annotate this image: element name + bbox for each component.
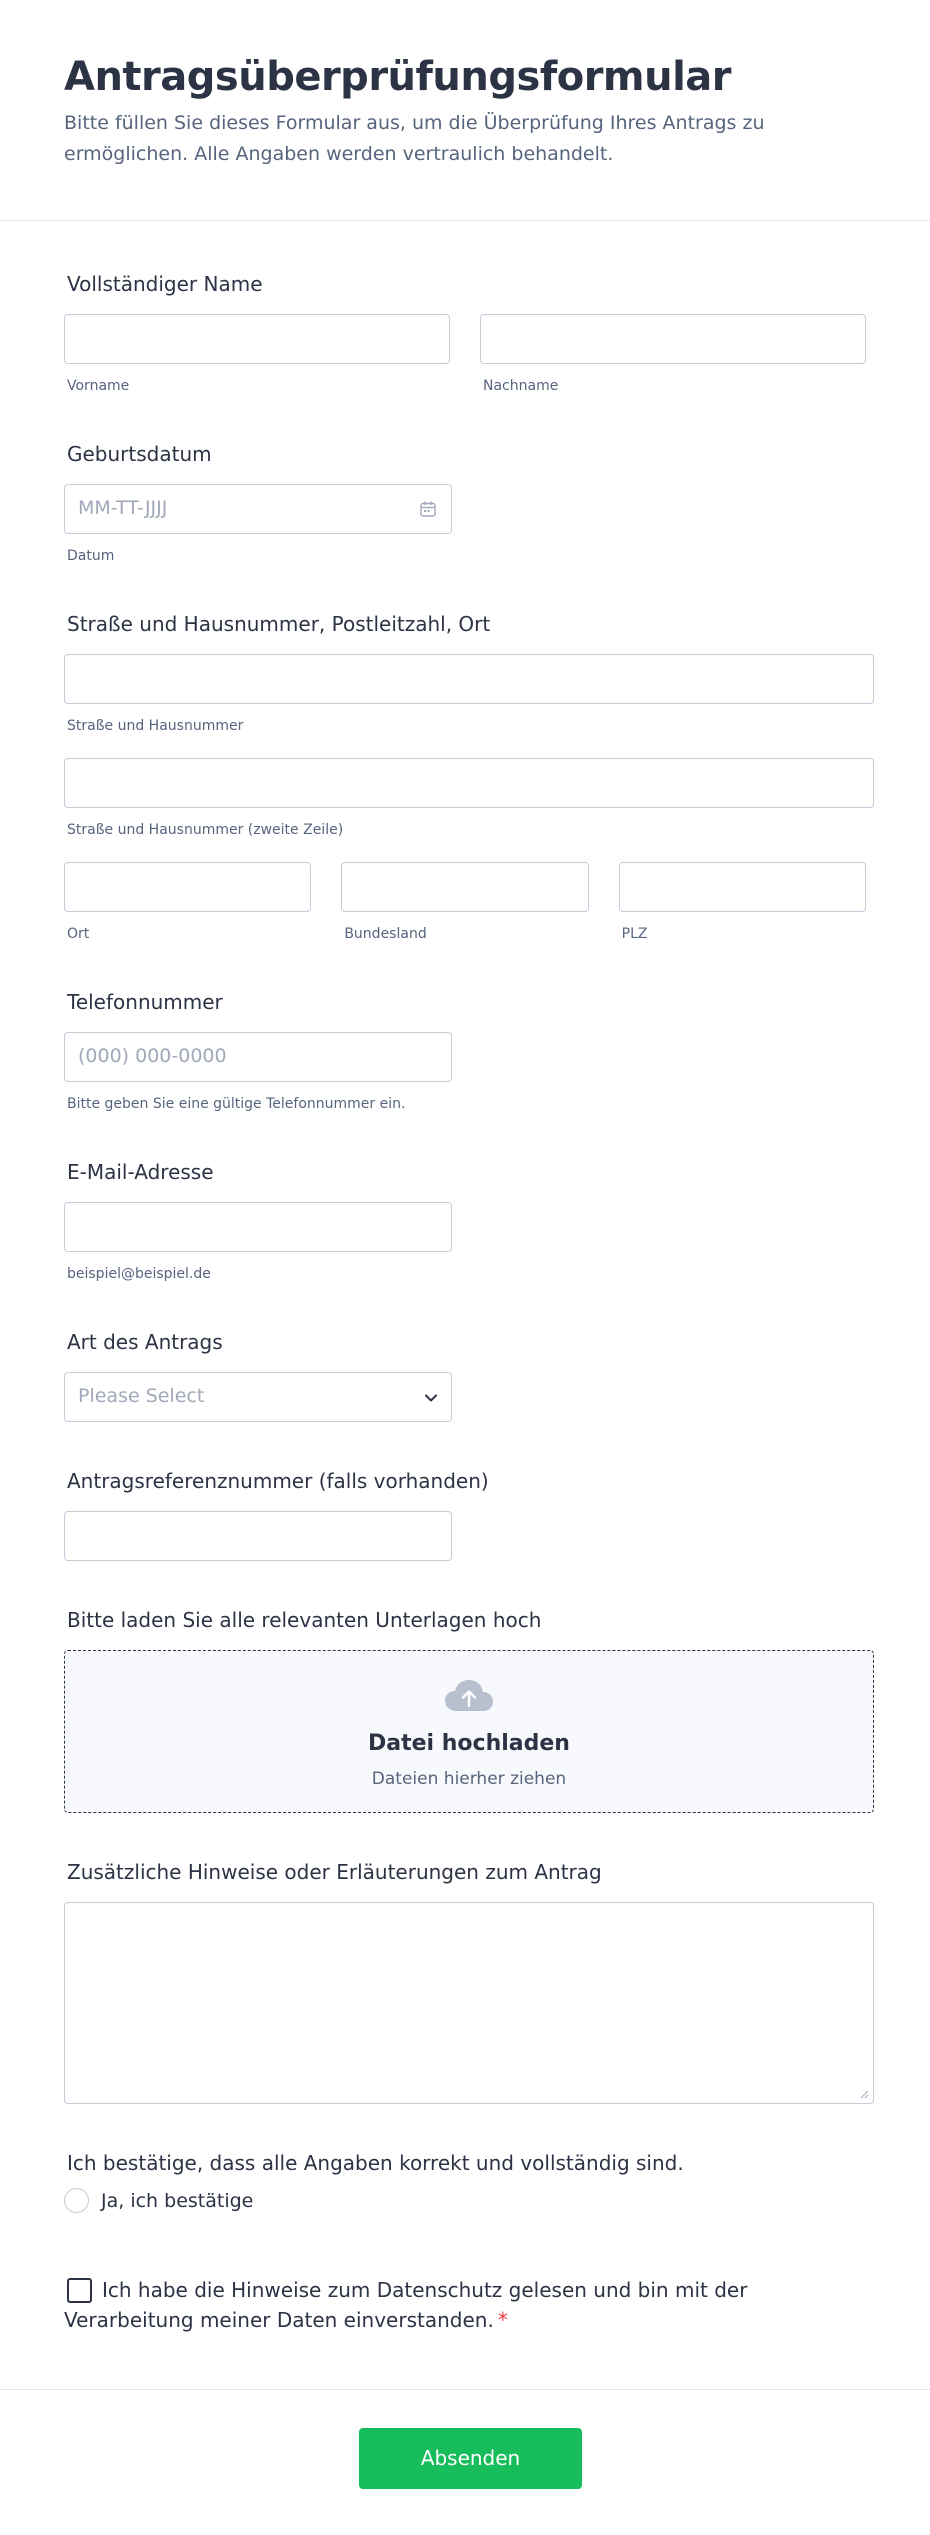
application-type-selected: Please Select (78, 1385, 205, 1407)
email-field (64, 1159, 866, 1283)
state-input[interactable] (341, 862, 588, 912)
form-footer (0, 2389, 930, 2535)
last-name-input[interactable] (480, 314, 866, 364)
street-line2-input[interactable] (64, 758, 874, 808)
form-body (0, 221, 930, 2335)
cloud-upload-icon (443, 1677, 495, 1715)
application-type-select[interactable] (64, 1372, 452, 1422)
upload-subtitle: Dateien hierher ziehen (371, 1769, 567, 1789)
application-type-label: Art des Antrags (67, 1330, 223, 1354)
calendar-icon[interactable] (419, 500, 437, 518)
consent-field (64, 2275, 866, 2335)
required-mark: * (497, 2308, 508, 2332)
email-sublabel: beispiel@beispiel.de (67, 1266, 211, 1282)
street-line1-input[interactable] (64, 654, 874, 704)
phone-placeholder: (000) 000-0000 (78, 1045, 227, 1067)
last-name-sublabel: Nachname (483, 378, 559, 394)
email-label: E-Mail-Adresse (67, 1160, 214, 1184)
notes-textarea[interactable] (64, 1902, 874, 2104)
address-field (64, 611, 866, 943)
birthdate-sublabel: Datum (67, 548, 115, 564)
state-sublabel: Bundesland (344, 926, 427, 942)
street-line1-sublabel: Straße und Hausnummer (67, 718, 244, 734)
upload-label: Bitte laden Sie alle relevanten Unterlagen hoch (67, 1608, 542, 1632)
reference-field (64, 1468, 866, 1561)
birthdate-field (64, 441, 866, 565)
file-upload-dropzone[interactable] (64, 1650, 874, 1813)
zip-input[interactable] (619, 862, 866, 912)
confirm-option-label: Ja, ich bestätige (101, 2189, 254, 2212)
zip-sublabel: PLZ (621, 926, 648, 942)
phone-field (64, 989, 866, 1113)
upload-field (64, 1607, 866, 1813)
confirm-field (64, 2150, 866, 2213)
notes-field (64, 1859, 866, 2104)
first-name-sublabel: Vorname (67, 378, 130, 394)
birthdate-input[interactable] (64, 484, 452, 534)
phone-sublabel: Bitte geben Sie eine gültige Telefonnummer ein. (67, 1096, 406, 1112)
street-line2-sublabel: Straße und Hausnummer (zweite Zeile) (67, 822, 344, 838)
birthdate-label: Geburtsdatum (67, 442, 212, 466)
first-name-input[interactable] (64, 314, 450, 364)
address-label: Straße und Hausnummer, Postleitzahl, Ort (67, 612, 491, 636)
submit-button[interactable]: Absenden (359, 2428, 582, 2489)
birthdate-placeholder: MM-TT-JJJJ (78, 497, 168, 519)
reference-input[interactable] (64, 1511, 452, 1561)
resize-handle-icon[interactable] (859, 2089, 869, 2099)
name-label: Vollständiger Name (67, 272, 263, 296)
form-title: Antragsüberprüfungsformular (64, 54, 732, 100)
email-input[interactable] (64, 1202, 452, 1252)
form-header (0, 0, 930, 221)
notes-label: Zusätzliche Hinweise oder Erläuterungen zum Antrag (67, 1860, 602, 1884)
confirm-option[interactable] (64, 2188, 866, 2213)
consent-checkbox[interactable] (67, 2278, 92, 2303)
reference-label: Antragsreferenznummer (falls vorhanden) (67, 1469, 489, 1493)
phone-input[interactable] (64, 1032, 452, 1082)
consent-text: Ich habe die Hinweise zum Datenschutz gelesen und bin mit der Verarbeitung meiner Daten einverstanden. (64, 2278, 748, 2332)
application-type-field (64, 1329, 866, 1422)
form-description: Bitte füllen Sie dieses Formular aus, um die Überprüfung Ihres Antrags zu ermöglichen. Alle Angaben werden vertraulich behandelt. (64, 112, 765, 165)
city-sublabel: Ort (67, 926, 90, 942)
upload-title: Datei hochladen (368, 1731, 570, 1756)
confirm-radio[interactable] (64, 2188, 89, 2213)
confirm-label: Ich bestätige, dass alle Angaben korrekt und vollständig sind. (67, 2151, 684, 2175)
chevron-down-icon (421, 1388, 441, 1408)
name-field (64, 271, 866, 395)
city-input[interactable] (64, 862, 311, 912)
phone-label: Telefonnummer (67, 990, 223, 1014)
